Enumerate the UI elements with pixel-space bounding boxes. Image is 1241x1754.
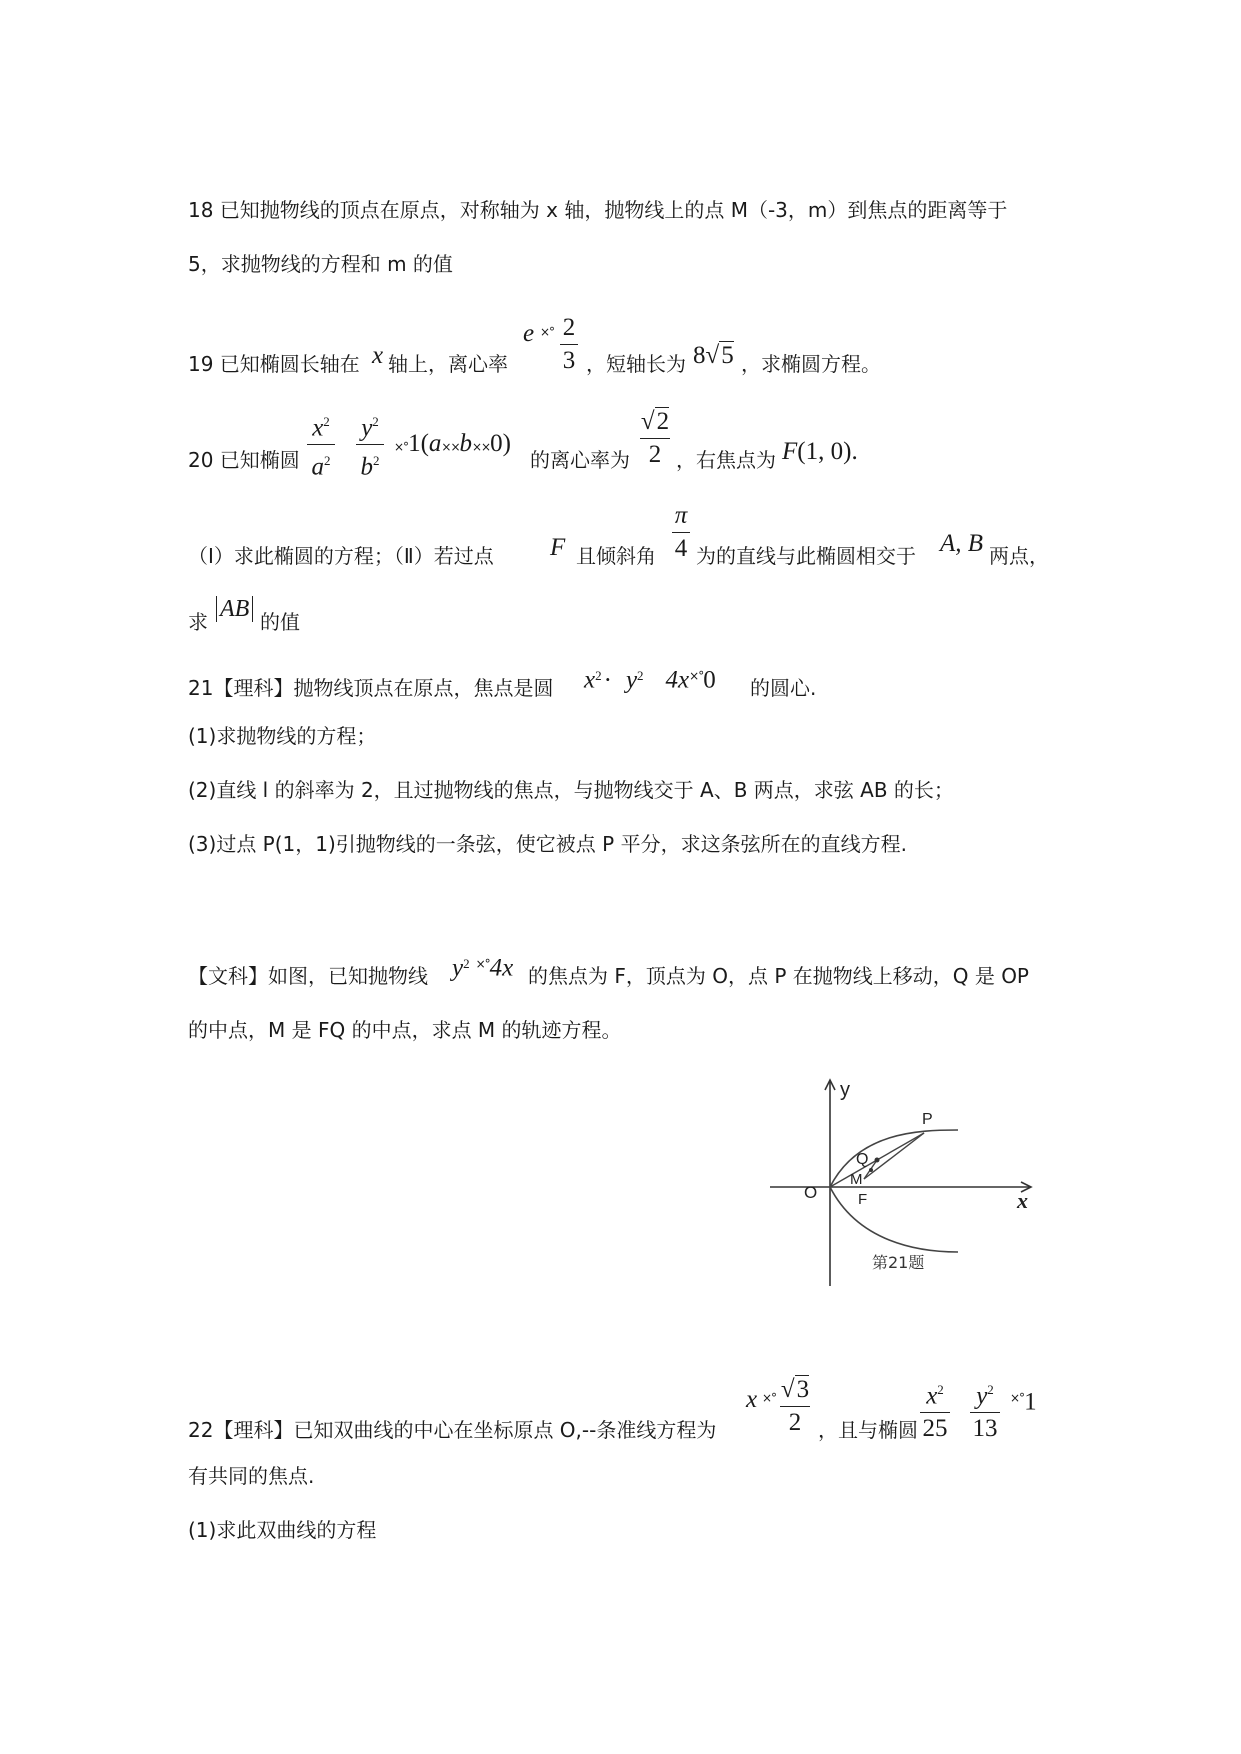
point-Q <box>875 1158 880 1163</box>
q22-y2-exp: 2 <box>987 1382 994 1397</box>
q19-den: 3 <box>562 347 576 374</box>
label-F: F <box>858 1191 868 1208</box>
q20-sqrt-num: 2 <box>656 408 670 435</box>
q21-y: y <box>625 666 638 694</box>
q20-b: b <box>360 453 373 481</box>
q21-part1: (1)求抛物线的方程； <box>188 724 377 748</box>
q19-sqrt: √5 <box>705 342 734 369</box>
q22-rhs <box>1010 1384 1037 1417</box>
q20-mid5: 两点， <box>989 544 1049 568</box>
wenke-line2: 的中点，M 是 FQ 的中点，求点 M 的轨迹方程。 <box>188 1018 622 1042</box>
q21-x-exp: 2 <box>595 668 602 683</box>
q21-zero: 0 <box>703 666 716 694</box>
q20-F: F <box>782 438 798 465</box>
q20-F2: F <box>550 534 566 561</box>
q22-glitch2: ×° <box>1010 1391 1025 1405</box>
q20-ecc: √2 2 <box>638 406 672 471</box>
q19-mid2: ，短轴长为 <box>586 352 686 376</box>
y-axis-label: y <box>840 1079 850 1101</box>
q20-a2: a <box>428 430 442 457</box>
q20-a: a <box>311 453 324 481</box>
q18-line1: 18 已知抛物线的顶点在原点，对称轴为 x 轴，抛物线上的点 M（-3，m）到焦点的距离等于 <box>188 198 1008 222</box>
q21-part2: (2)直线 l 的斜率为 2，且过抛物线的焦点，与抛物线交于 A、B 两点，求弦 AB 的长； <box>188 778 954 802</box>
q22-line2: 有共同的焦点. <box>188 1464 315 1488</box>
q20-focus <box>782 438 858 466</box>
q22-d2: 13 <box>972 1415 998 1443</box>
q20-mid2: ，右焦点为 <box>676 448 776 472</box>
q20-b2: b <box>459 430 472 457</box>
q19-glitch: ×° <box>540 325 555 339</box>
q21-suffix: 的圆心. <box>750 676 817 700</box>
q20-one: 1( <box>408 430 429 457</box>
q19-e: e <box>523 320 535 347</box>
q22-directrix: √3 2 <box>778 1374 812 1439</box>
q22-y2: y <box>976 1382 988 1410</box>
label-P: P <box>922 1111 933 1128</box>
q20-zero: 0) <box>490 430 511 457</box>
parabola-figure <box>768 1074 1040 1310</box>
point-M <box>869 1168 873 1172</box>
q19-var-x: x <box>372 342 384 369</box>
q19-mid1: 轴上，离心率 <box>388 352 508 376</box>
q22-x2-exp: 2 <box>937 1382 944 1397</box>
q20-frac-x <box>305 406 337 484</box>
label-O: O <box>804 1183 818 1202</box>
q22-x2: x <box>926 1382 938 1410</box>
q19-num: 2 <box>562 314 576 341</box>
q19-fraction <box>558 312 580 377</box>
q22-sqrt-num: 3 <box>796 1376 810 1403</box>
q22-x: x <box>746 1386 758 1413</box>
q20-rhs <box>394 430 511 461</box>
wenke-suffix: 的焦点为 F，顶点为 O，点 P 在抛物线上移动，Q 是 OP <box>528 964 1029 988</box>
q19-suffix: ，求椭圆方程。 <box>741 352 881 376</box>
q21-prefix: 21【理科】抛物线顶点在原点，焦点是圆 <box>188 676 554 700</box>
q20-glitch2: ×× <box>441 440 460 454</box>
parabola-diagram <box>768 1074 1040 1310</box>
q19-prefix: 19 已知椭圆长轴在 <box>188 352 360 376</box>
wenke-prefix: 【文科】如图，已知抛物线 <box>188 964 428 988</box>
q21-glitch: ×° <box>689 669 704 683</box>
q20-F-coords: (1, 0) <box>797 438 852 465</box>
q19-coef: 8 <box>693 342 706 369</box>
q22-prefix: 22【理科】已知双曲线的中心在坐标原点 O,--条准线方程为 <box>188 1418 717 1442</box>
wenke-rhs: 4x <box>489 954 514 982</box>
q19-short-axis <box>693 342 734 370</box>
q20-x-exp: 2 <box>323 414 330 429</box>
q20-y: y <box>361 414 373 442</box>
q20-b-exp: 2 <box>373 453 380 469</box>
q20-AB: A, B <box>940 530 984 557</box>
figure-caption: 第21题 <box>872 1253 925 1272</box>
q22-one: 1 <box>1024 1388 1037 1416</box>
q20-angle <box>670 500 692 565</box>
q20-part-line: （Ⅰ）求此椭圆的方程；（Ⅱ）若过点 <box>188 544 494 568</box>
q20-x: x <box>312 414 324 442</box>
q20-y-exp: 2 <box>372 414 379 429</box>
q20-glitch1: ×° <box>394 440 409 454</box>
q20-prefix: 20 已知椭圆 <box>188 448 300 472</box>
q20-a-exp: 2 <box>324 453 331 469</box>
wenke-y: y <box>452 954 464 982</box>
wenke-exp: 2 <box>463 956 470 971</box>
q20-glitch3: ×× <box>472 440 491 454</box>
q22-part1: (1)求此双曲线的方程 <box>188 1518 377 1542</box>
q20-dot: . <box>851 438 858 465</box>
q22-glitch: ×° <box>762 1391 777 1405</box>
q22-d1: 25 <box>922 1415 948 1443</box>
q21-term: 4x <box>665 666 690 694</box>
q20-mid3: 且倾斜角 <box>576 544 656 568</box>
q22-frac-y <box>968 1374 1002 1445</box>
q22-mid: ，且与椭圆 <box>818 1418 918 1442</box>
q20-frac-y <box>354 406 386 484</box>
q19-radicand: 5 <box>721 342 734 369</box>
q20-mid: 的离心率为 <box>530 448 630 472</box>
q20-abs-AB: AB <box>216 596 253 622</box>
q21-dotsep: · <box>603 666 612 694</box>
q21-x: x <box>584 666 596 694</box>
wenke-eq <box>452 950 513 983</box>
q21-y-exp: 2 <box>637 668 644 683</box>
q21-circle-eq <box>584 662 716 695</box>
label-M: M <box>850 1171 863 1188</box>
q22-den: 2 <box>788 1409 802 1436</box>
x-axis-label: x <box>1017 1188 1028 1213</box>
q22-frac-x <box>918 1374 952 1445</box>
q20-mid4: 为的直线与此椭圆相交于 <box>696 544 916 568</box>
q20-ecc-den: 2 <box>648 441 662 468</box>
q20-pi: π <box>674 502 688 529</box>
q20-four: 4 <box>674 535 688 562</box>
q20-end: 的值 <box>260 610 300 634</box>
q21-part3: (3)过点 P(1，1)引抛物线的一条弦，使它被点 P 平分，求这条弦所在的直线方程. <box>188 832 907 856</box>
label-Q: Q <box>856 1151 869 1168</box>
wenke-glitch: ×° <box>475 957 490 971</box>
q18-line2: 5，求抛物线的方程和 m 的值 <box>188 252 453 276</box>
q20-qiu: 求 <box>188 610 208 634</box>
